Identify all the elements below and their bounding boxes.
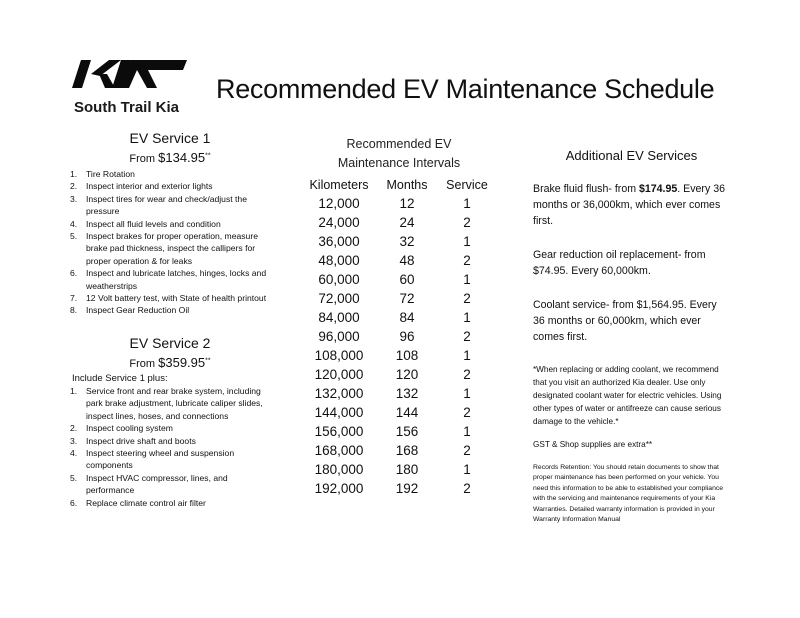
- ev-service-2-list: [70, 385, 270, 509]
- kilometers-cell: 108,000: [314, 348, 364, 363]
- additional-services-title: Additional EV Services: [565, 148, 698, 163]
- table-row: [303, 213, 495, 232]
- service-cell: 2: [463, 215, 471, 230]
- kilometers-cell: 48,000: [318, 253, 360, 268]
- months-cell: 60: [399, 272, 415, 287]
- list-item: 6. Replace climate control air filter: [70, 497, 206, 508]
- gst-note: GST & Shop supplies are extra**: [533, 440, 653, 449]
- months-cell: 156: [395, 424, 419, 439]
- price-prefix: From: [129, 153, 156, 165]
- service-cell: 1: [463, 310, 471, 325]
- table-row: [303, 441, 495, 460]
- ev-service-1-title: EV Service 1: [129, 130, 211, 146]
- list-item: 4. Inspect all fluid levels and condition: [70, 218, 221, 229]
- price-amount: $134.95: [158, 150, 206, 165]
- kilometers-cell: 84,000: [318, 310, 360, 325]
- list-item: 8. Inspect Gear Reduction Oil: [70, 305, 190, 316]
- service-cell: 1: [463, 272, 471, 287]
- table-row: [303, 327, 495, 346]
- kilometers-cell: 12,000: [318, 196, 360, 211]
- service-cell: 1: [463, 348, 471, 363]
- intervals-column: [303, 135, 495, 498]
- list-item: 6. Inspect and lubricate latches, hinges, locks and weatherstrips: [70, 268, 267, 291]
- ev-service-1-price: [70, 150, 270, 165]
- column-header-service: Service: [446, 177, 488, 192]
- column-header-months: Months: [386, 177, 428, 192]
- column-header-kilometers: Kilometers: [309, 177, 369, 192]
- kilometers-cell: 120,000: [314, 367, 364, 382]
- ev-service-2-title: EV Service 2: [129, 334, 211, 351]
- service-cell: 2: [463, 253, 471, 268]
- months-cell: 108: [395, 348, 419, 363]
- table-row: [303, 194, 495, 213]
- months-cell: 192: [395, 481, 419, 496]
- brake-fluid-price: $174.95: [638, 183, 678, 195]
- ev-service-2-intro: Include Service 1 plus:: [72, 372, 168, 384]
- months-cell: 72: [399, 291, 415, 306]
- service-cell: 2: [463, 367, 471, 382]
- ev-service-2: [70, 335, 270, 509]
- service-cell: 2: [463, 443, 471, 458]
- coolant-item: Coolant service- from $1,564.95. Every 36 months or 60,000km, which ever comes first.: [533, 299, 717, 343]
- months-cell: 24: [399, 215, 415, 230]
- ev-service-1: [70, 130, 270, 317]
- months-cell: 12: [399, 196, 415, 211]
- list-item: 5. Inspect HVAC compressor, lines, and performance: [70, 472, 228, 496]
- gear-oil-item: Gear reduction oil replacement- from $74.95. Every 60,000km.: [533, 249, 706, 277]
- kilometers-cell: 156,000: [314, 424, 364, 439]
- kia-logo: [72, 58, 212, 90]
- table-header-row: [303, 175, 495, 194]
- kilometers-cell: 72,000: [318, 291, 360, 306]
- service-cell: 1: [463, 424, 471, 439]
- table-row: [303, 232, 495, 251]
- months-cell: 84: [399, 310, 415, 325]
- kilometers-cell: 96,000: [318, 329, 360, 344]
- kilometers-cell: 192,000: [314, 481, 364, 496]
- list-item: 2. Inspect interior and exterior lights: [70, 181, 213, 192]
- list-item: 1. Service front and rear brake system, including park brake adjustment, lubricate caliper slides, inspect lines, hoses, and connections: [70, 385, 263, 421]
- kilometers-cell: 168,000: [314, 443, 364, 458]
- table-row: [303, 251, 495, 270]
- table-row: [303, 479, 495, 498]
- service-cell: 2: [463, 291, 471, 306]
- intervals-title: Recommended EV Maintenance Intervals: [337, 137, 461, 170]
- price-prefix: From: [129, 357, 156, 370]
- service-cell: 1: [463, 234, 471, 249]
- intervals-table: [303, 175, 495, 498]
- months-cell: 48: [399, 253, 415, 268]
- kilometers-cell: 24,000: [318, 215, 360, 230]
- price-amount: $359.95: [158, 354, 206, 370]
- service-cell: 1: [463, 196, 471, 211]
- list-item: 1. Tire Rotation: [70, 169, 135, 179]
- table-row: [303, 365, 495, 384]
- kilometers-cell: 132,000: [314, 386, 364, 401]
- services-column: [70, 130, 270, 509]
- list-item: 3. Inspect tires for wear and check/adjust the pressure: [70, 193, 247, 217]
- list-item: 2. Inspect cooling system: [70, 423, 173, 434]
- brake-fluid-item: Brake fluid flush- from $174.95. Every 36 months or 36,000km, which ever comes first.: [533, 183, 725, 227]
- list-item: 3. Inspect drive shaft and boots: [70, 435, 196, 446]
- kilometers-cell: 60,000: [318, 272, 360, 287]
- price-mark: **: [205, 152, 211, 160]
- records-retention-note: Records Retention: You should retain documents to show that proper maintenance has been performed on your vehicle. You need this information to be able to established your compliance with the servicing and maintenance requirements of your Kia Warranties. Detailed warranty information is provided in your Warranty Information Manual: [533, 464, 724, 524]
- table-row: [303, 346, 495, 365]
- ev-service-2-price: [70, 355, 270, 370]
- page-title: Recommended EV Maintenance Schedule: [216, 74, 715, 104]
- list-item: 4. Inspect steering wheel and suspension components: [70, 447, 235, 471]
- kilometers-cell: 36,000: [318, 234, 360, 249]
- ev-service-1-list: [70, 168, 270, 317]
- table-row: [303, 403, 495, 422]
- list-item: 5. Inspect brakes for proper operation, measure brake pad thickness, inspect the callipers for proper operation & for leaks: [70, 231, 258, 266]
- months-cell: 32: [399, 234, 415, 249]
- kilometers-cell: 144,000: [314, 405, 364, 420]
- kilometers-cell: 180,000: [314, 462, 364, 477]
- table-row: [303, 308, 495, 327]
- service-cell: 1: [463, 386, 471, 401]
- coolant-note: *When replacing or adding coolant, we recommend that you visit an authorized Kia dealer. Use only designated coolant water for electric vehicles. Using other types of water or antifreeze can cause serious damage to the vehicle.*: [533, 365, 722, 426]
- table-row: [303, 384, 495, 403]
- table-row: [303, 460, 495, 479]
- service-cell: 2: [463, 481, 471, 496]
- dealer-name: South Trail Kia: [74, 99, 180, 116]
- table-row: [303, 270, 495, 289]
- service-cell: 2: [463, 329, 471, 344]
- months-cell: 132: [395, 386, 419, 401]
- months-cell: 180: [395, 462, 419, 477]
- months-cell: 168: [395, 443, 419, 458]
- table-row: [303, 289, 495, 308]
- kia-logo-mark: [72, 58, 190, 90]
- months-cell: 96: [399, 329, 415, 344]
- list-item: 7. 12 Volt battery test, with State of health printout: [70, 293, 267, 304]
- service-cell: 2: [463, 405, 471, 420]
- service-cell: 1: [463, 462, 471, 477]
- months-cell: 120: [395, 367, 419, 382]
- table-row: [303, 422, 495, 441]
- months-cell: 144: [395, 405, 419, 420]
- additional-services-column: [533, 148, 730, 525]
- price-mark: **: [205, 357, 211, 365]
